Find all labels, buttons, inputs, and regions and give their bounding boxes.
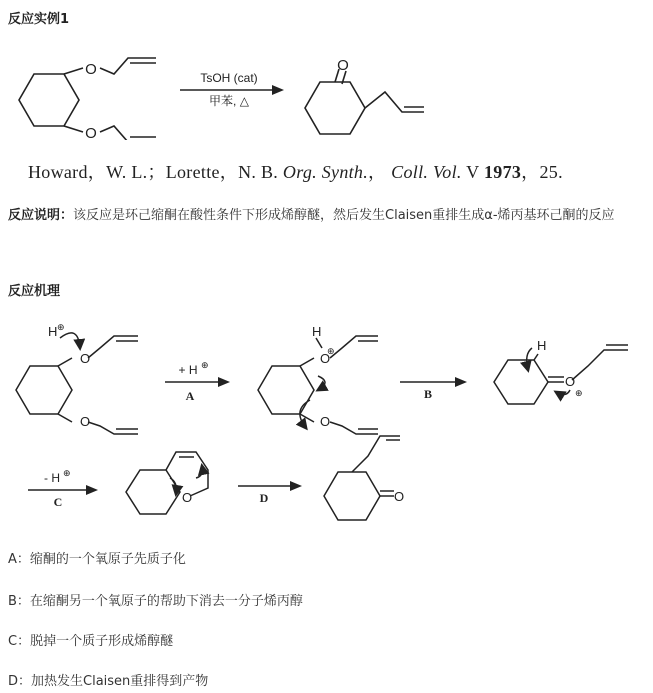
alpha-H: H	[537, 338, 547, 353]
oxygen-atom-1: O	[85, 61, 97, 78]
step-description-A: A：缩酮的一个氧原子先质子化	[8, 552, 186, 567]
protonated-oxygen: O	[320, 351, 331, 366]
step-description-D: D：加热发生Claisen重排得到产物	[8, 674, 209, 689]
reaction-arrow-head	[272, 85, 284, 95]
plus-charge-2: ⊕	[327, 346, 335, 356]
reagent-label: TsOH (cat)	[200, 71, 258, 85]
cyclohexane-ring	[19, 74, 79, 126]
plus-charge-3: ⊕	[575, 388, 583, 398]
protonated-H: H	[312, 324, 322, 339]
step-label-B: B	[423, 387, 433, 401]
reaction-scheme	[0, 30, 653, 140]
step-label-A: A	[185, 389, 195, 403]
ketal-oxygen-2: O	[80, 414, 91, 429]
arrow-A-reagent: + H	[178, 363, 198, 377]
arrow-C-reagent: - H	[44, 471, 60, 485]
mechanism-scheme	[0, 310, 653, 530]
step-label-C: C	[53, 495, 63, 509]
literature-reference: Howard，W. L.；Lorette，N. B. Org. Synth.， Coll. Vol. V 1973，25.	[28, 162, 563, 182]
reaction-explanation: 反应说明：该反应是环己缩酮在酸性条件下形成烯醇醚，然后发生Claisen重排生成α-烯丙基环己酮的反应	[8, 208, 615, 223]
conditions-label: 甲苯, △	[209, 94, 249, 108]
step-description-B: B：在缩酮另一个氧原子的帮助下消去一分子烯丙醇	[8, 594, 303, 609]
oxygen-2b: O	[320, 414, 331, 429]
ketone-oxygen: O	[394, 489, 405, 504]
step-label-D: D	[259, 491, 269, 505]
carbonyl-oxygen: O	[337, 57, 349, 74]
section-title-mechanism: 反应机理	[8, 284, 61, 299]
section-title-example: 反应实例1	[8, 12, 70, 27]
plus-charge-C: ⊕	[63, 468, 71, 478]
plus-charge-1: ⊕	[57, 322, 65, 332]
proton-H: H	[48, 324, 58, 339]
step-description-C: C：脱掉一个质子形成烯醇醚	[8, 634, 174, 649]
oxygen-atom-2: O	[85, 125, 97, 140]
enol-ether-oxygen: O	[182, 490, 193, 505]
cyclohexanone-ring	[305, 82, 365, 134]
ketal-oxygen-1: O	[80, 351, 91, 366]
oxocarbenium-oxygen: O	[565, 374, 576, 389]
plus-charge-A: ⊕	[201, 360, 209, 370]
